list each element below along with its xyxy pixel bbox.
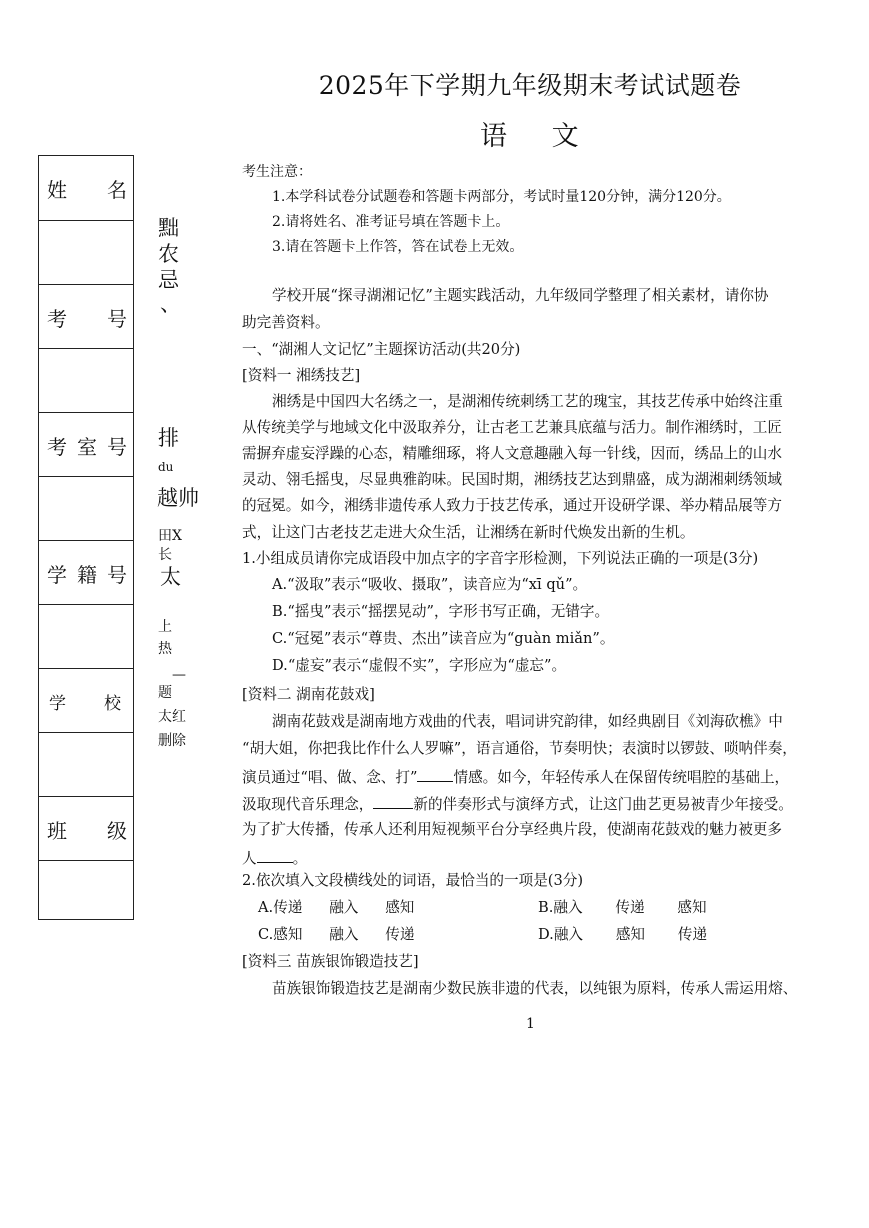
exam-room-row xyxy=(39,412,133,476)
margin-glyph: 删除 xyxy=(158,733,186,749)
passage-line xyxy=(242,850,307,867)
student-id-label-char1: 学 xyxy=(47,562,67,587)
passage-text: 人 xyxy=(242,850,257,867)
passage-line xyxy=(242,796,793,813)
option-letter: D. xyxy=(538,926,554,943)
school-label-char1: 学 xyxy=(49,693,66,714)
name-row xyxy=(39,156,133,220)
margin-glyph: 太 xyxy=(160,565,181,589)
option-word: 传递 xyxy=(385,926,415,943)
passage-line: 苗族银饰锻造技艺是湖南少数民族非遗的代表，以纯银为原料，传承人需运用熔、 xyxy=(272,980,798,997)
margin-glyph: 上 xyxy=(158,619,172,635)
fill-blank-3[interactable] xyxy=(257,850,293,863)
option-word: 感知 xyxy=(273,926,303,943)
margin-glyph: — xyxy=(172,667,186,683)
margin-glyph: 太红 xyxy=(158,709,186,725)
intro-line: 学校开展“探寻湖湘记忆”主题实践活动，九年级同学整理了相关素材，请你协 xyxy=(272,287,769,304)
question-stem: 1.小组成员请你完成语段中加点字的字音字形检测，下列说法正确的一项是(3分) xyxy=(242,550,759,567)
margin-glyph: 农 xyxy=(158,242,179,266)
margin-glyph: 黜 xyxy=(158,216,179,240)
name-label-char2: 名 xyxy=(107,177,127,202)
answer-option xyxy=(258,928,415,943)
fill-blank-1[interactable] xyxy=(417,769,453,782)
passage-line: 需摒弃虚妄浮躁的心态，精雕细琢，将人文意趣融入每一针线，因而，绣品上的山水 xyxy=(242,445,782,462)
exam-number-field[interactable] xyxy=(39,348,133,412)
margin-glyph: 热 xyxy=(158,641,172,657)
answer-option: C.“冠冕”表示“尊贵、杰出”读音应为“guàn miǎn”。 xyxy=(272,630,615,647)
passage-line: “胡大姐，你把我比作什么人罗嘛”，语言通俗，节奏明快；表演时以锣鼓、唢呐伴奏， xyxy=(242,740,797,757)
exam-number-label-char1: 考 xyxy=(47,306,67,331)
notice-heading: 考生注意： xyxy=(242,164,312,180)
passage-text: 新的伴奏形式与演绎方式，让这门曲艺更易被青少年接受。 xyxy=(413,796,793,813)
student-id-label-char3: 号 xyxy=(107,562,127,587)
option-word: 融入 xyxy=(329,899,359,916)
option-letter: B. xyxy=(538,899,554,916)
option-word: 传递 xyxy=(677,926,708,943)
notice-item: 1.本学科试卷分试题卷和答题卡两部分，考试时量120分钟，满分120分。 xyxy=(272,189,731,205)
name-field[interactable] xyxy=(39,220,133,284)
passage-line: 为了扩大传播，传承人还利用短视频平台分享经典片段，使湖南花鼓戏的魅力被更多 xyxy=(242,821,782,838)
margin-glyph: 忌 xyxy=(158,268,179,292)
passage-line xyxy=(242,769,789,786)
student-id-row xyxy=(39,540,133,604)
option-word: 融入 xyxy=(553,899,583,916)
material-heading: [资料一 湘绣技艺] xyxy=(242,367,361,384)
student-id-label-char2: 籍 xyxy=(77,562,97,587)
answer-option xyxy=(538,901,707,916)
margin-glyph: du xyxy=(158,460,174,474)
class-label-char1: 班 xyxy=(47,818,67,843)
subject-title: 语 文 xyxy=(480,121,597,152)
section-heading: 一、“湖湘人文记忆”主题探访活动(共20分) xyxy=(242,341,521,358)
exam-room-field[interactable] xyxy=(39,476,133,540)
notice-item: 3.请在答题卡上作答，答在试卷上无效。 xyxy=(272,239,524,255)
class-label-char2: 级 xyxy=(107,818,127,843)
material-heading: [资料三 苗族银饰锻造技艺] xyxy=(242,953,419,970)
exam-number-label-char2: 号 xyxy=(107,306,127,331)
exam-room-label-char1: 考 xyxy=(47,434,67,459)
option-word: 感知 xyxy=(615,926,646,943)
passage-line: 灵动、翎毛摇曳，尽显典雅韵味。民国时期，湘绣技艺达到鼎盛，成为湖湘刺绣领域 xyxy=(242,471,782,488)
material-heading: [资料二 湖南花鼓戏] xyxy=(242,686,375,703)
exam-number-row xyxy=(39,284,133,348)
question-stem: 2.依次填入文段横线处的词语，最恰当的一项是(3分) xyxy=(242,872,584,889)
option-letter: A. xyxy=(258,899,274,916)
class-row xyxy=(39,796,133,860)
margin-glyph: 、 xyxy=(160,292,181,316)
margin-glyph: 题 xyxy=(158,685,172,701)
option-word: 传递 xyxy=(615,899,645,916)
option-word: 融入 xyxy=(329,926,359,943)
answer-option: B.“摇曳”表示“摇摆晃动”，字形书写正确，无错字。 xyxy=(272,603,610,620)
answer-option: D.“虚妄”表示“虚假不实”，字形应为“虚忘”。 xyxy=(272,657,567,674)
page-number: 1 xyxy=(526,1016,535,1032)
passage-line: 从传统美学与地域文化中汲取养分，让古老工艺兼具底蕴与活力。制作湘绣时，工匠 xyxy=(242,419,782,436)
option-word: 融入 xyxy=(553,926,584,943)
student-info-table xyxy=(38,155,134,920)
passage-text: 演员通过“唱、做、念、打” xyxy=(242,769,418,786)
school-label-char2: 校 xyxy=(104,693,121,714)
school-row xyxy=(39,668,133,732)
fill-blank-2[interactable] xyxy=(373,796,413,809)
passage-line: 湘绣是中国四大名绣之一，是湖湘传统刺绣工艺的瑰宝，其技艺传承中始终注重 xyxy=(272,393,783,410)
passage-text: 汲取现代音乐理念， xyxy=(242,796,374,813)
intro-line: 助完善资料。 xyxy=(242,314,330,331)
passage-text: 情感。如今，年轻传承人在保留传统唱腔的基础上， xyxy=(453,769,790,786)
option-word: 感知 xyxy=(385,899,415,916)
passage-line: 的冠冕。如今，湘绣非遗传承人致力于技艺传承，通过开设研学课、举办精品展等方 xyxy=(242,497,782,514)
option-word: 感知 xyxy=(677,899,707,916)
margin-glyph: 越帅 xyxy=(157,486,199,510)
student-id-field[interactable] xyxy=(39,604,133,668)
class-field[interactable] xyxy=(39,860,133,919)
answer-option: A.“汲取”表示“吸收、摄取”，读音应为“xī qǔ”。 xyxy=(272,576,588,593)
answer-option xyxy=(258,901,414,916)
margin-glyph: 排 xyxy=(158,426,179,450)
margin-glyph: 田X xyxy=(158,528,182,544)
school-field[interactable] xyxy=(39,732,133,796)
option-letter: C. xyxy=(258,926,274,943)
passage-text: 。 xyxy=(292,850,308,867)
exam-room-label-char3: 号 xyxy=(107,434,127,459)
passage-line: 式，让这门古老技艺走进大众生活，让湘绣在新时代焕发出新的生机。 xyxy=(242,524,695,541)
name-label-char1: 姓 xyxy=(47,177,67,202)
passage-line: 湖南花鼓戏是湖南地方戏曲的代表，唱词讲究韵律，如经典剧目《刘海砍樵》中 xyxy=(272,713,783,730)
answer-option xyxy=(538,928,707,943)
margin-glyph: 长 xyxy=(158,547,172,563)
notice-item: 2.请将姓名、准考证号填在答题卡上。 xyxy=(272,214,510,230)
exam-room-label-char2: 室 xyxy=(77,434,97,459)
option-word: 传递 xyxy=(273,899,303,916)
exam-title: 2025年下学期九年级期末考试试题卷 xyxy=(318,71,742,100)
